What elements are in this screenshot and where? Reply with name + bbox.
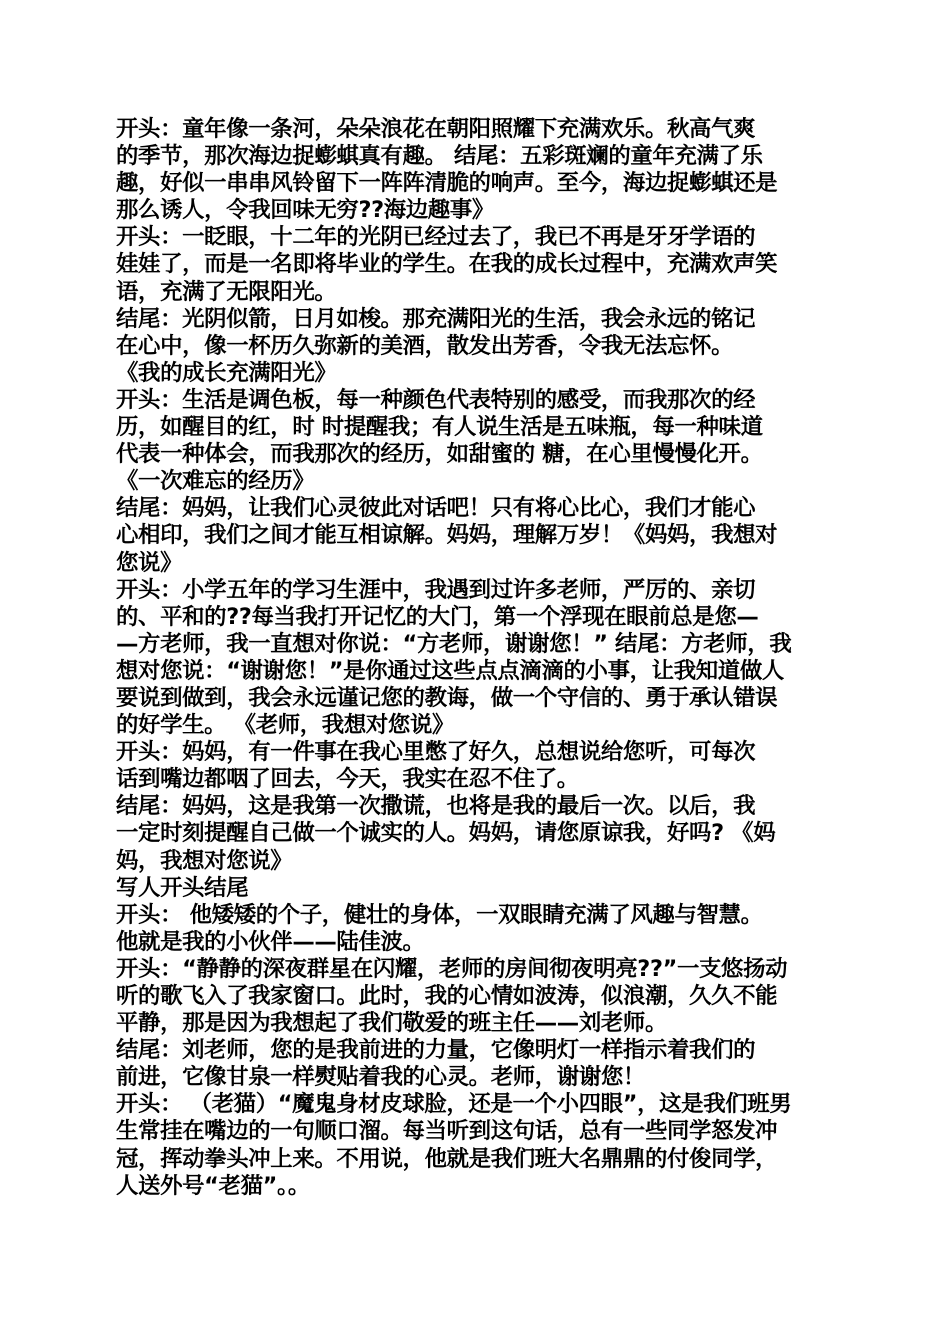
text-line: 想对您说：“谢谢您！”是你通过这些点点滴滴的小事，让我知道做人: [116, 657, 784, 684]
text-line: 您说》: [116, 549, 183, 576]
text-line: 开头：小学五年的学习生涯中，我遇到过许多老师，严厉的、亲切: [116, 576, 756, 603]
text-line: 那么诱人，令我回味无穷??海边趣事》: [116, 197, 494, 224]
text-line: 的好学生。 《老师，我想对您说》: [116, 712, 455, 739]
text-line: 开头： （老猫）“魔鬼身材皮球脸，还是一个小四眼”，这是我们班男: [116, 1091, 792, 1118]
text-line: 开头：妈妈，有一件事在我心里憋了好久，总想说给您听，可每次: [116, 739, 756, 766]
text-line: 生常挂在嘴边的一句顺口溜。每当听到这句话，总有一些同学怒发冲: [116, 1118, 778, 1145]
text-line: 的、平和的??每当我打开记忆的大门，第一个浮现在眼前总是您—: [116, 603, 759, 630]
text-line: 结尾：刘老师，您的是我前进的力量，它像明灯一样指示着我们的: [116, 1037, 756, 1064]
text-line: 娃娃了，而是一名即将毕业的学生。在我的成长过程中，充满欢声笑: [116, 251, 778, 278]
text-line: 一定时刻提醒自己做一个诚实的人。妈妈，请您原谅我，好吗? 《妈: [116, 820, 776, 847]
text-line: 妈，我想对您说》: [116, 847, 293, 874]
text-line: 历，如醒目的红，时 时提醒我；有人说生活是五味瓶，每一种味道: [116, 414, 763, 441]
text-line: 前进，它像甘泉一样熨贴着我的心灵。老师，谢谢您！: [116, 1064, 645, 1091]
text-line: 平静，那是因为我想起了我们敬爱的班主任——刘老师。: [116, 1010, 668, 1037]
text-line: 开头：“静静的深夜群星在闪耀，老师的房间彻夜明亮??”一支悠扬动: [116, 955, 788, 982]
text-line: 《一次难忘的经历》: [116, 468, 315, 495]
text-line: 他就是我的小伙伴——陆佳波。: [116, 928, 425, 955]
text-line: 代表一种体会，而我那次的经历，如甜蜜的 糖，在心里慢慢化开。: [116, 441, 763, 468]
text-line: —方老师，我一直想对你说：“方老师，谢谢您！” 结尾：方老师，我: [116, 630, 792, 657]
text-line: 开头：生活是调色板，每一种颜色代表特别的感受，而我那次的经: [116, 386, 756, 413]
text-line: 结尾：妈妈，让我们心灵彼此对话吧！只有将心比心，我们才能心: [116, 495, 756, 522]
text-line: 结尾：光阴似箭，日月如梭。那充满阳光的生活，我会永远的铭记: [116, 305, 756, 332]
text-line: 结尾：妈妈，这是我第一次撒谎，也将是我的最后一次。以后，我: [116, 793, 756, 820]
text-line: 话到嘴边都咽了回去，今天，我实在忍不住了。: [116, 766, 579, 793]
text-line: 的季节，那次海边捉蟛蜞真有趣。 结尾：五彩斑斓的童年充满了乐: [116, 143, 763, 170]
text-line: 写人开头结尾: [116, 874, 249, 901]
text-line: 心相印，我们之间才能互相谅解。妈妈，理解万岁！《妈妈，我想对: [116, 522, 778, 549]
text-line: 人送外号“老猫”。。: [116, 1172, 310, 1199]
document-body: [116, 116, 838, 1200]
text-line: 听的歌飞入了我家窗口。此时，我的心情如波涛，似浪潮，久久不能: [116, 983, 778, 1009]
text-line: 开头：一眨眼，十二年的光阴已经过去了，我已不再是牙牙学语的: [116, 224, 756, 251]
text-line: 在心中，像一杯历久弥新的美酒，散发出芳香，令我无法忘怀。: [116, 332, 734, 359]
text-line: 《我的成长充满阳光》: [116, 359, 337, 386]
text-line: 语，充满了无限阳光。: [116, 278, 337, 305]
text-line: 趣，好似一串串风铃留下一阵阵清脆的响声。至今，海边捉蟛蜞还是: [116, 170, 778, 197]
text-line: 冠，挥动拳头冲上来。不用说，他就是我们班大名鼎鼎的付俊同学，: [116, 1145, 778, 1172]
text-line: 开头： 他矮矮的个子，健壮的身体，一双眼睛充满了风趣与智慧。: [116, 901, 763, 928]
text-line: 开头：童年像一条河，朵朵浪花在朝阳照耀下充满欢乐。秋高气爽: [116, 116, 756, 142]
text-line: 要说到做到，我会永远谨记您的教诲，做一个守信的、勇于承认错误: [116, 684, 778, 711]
